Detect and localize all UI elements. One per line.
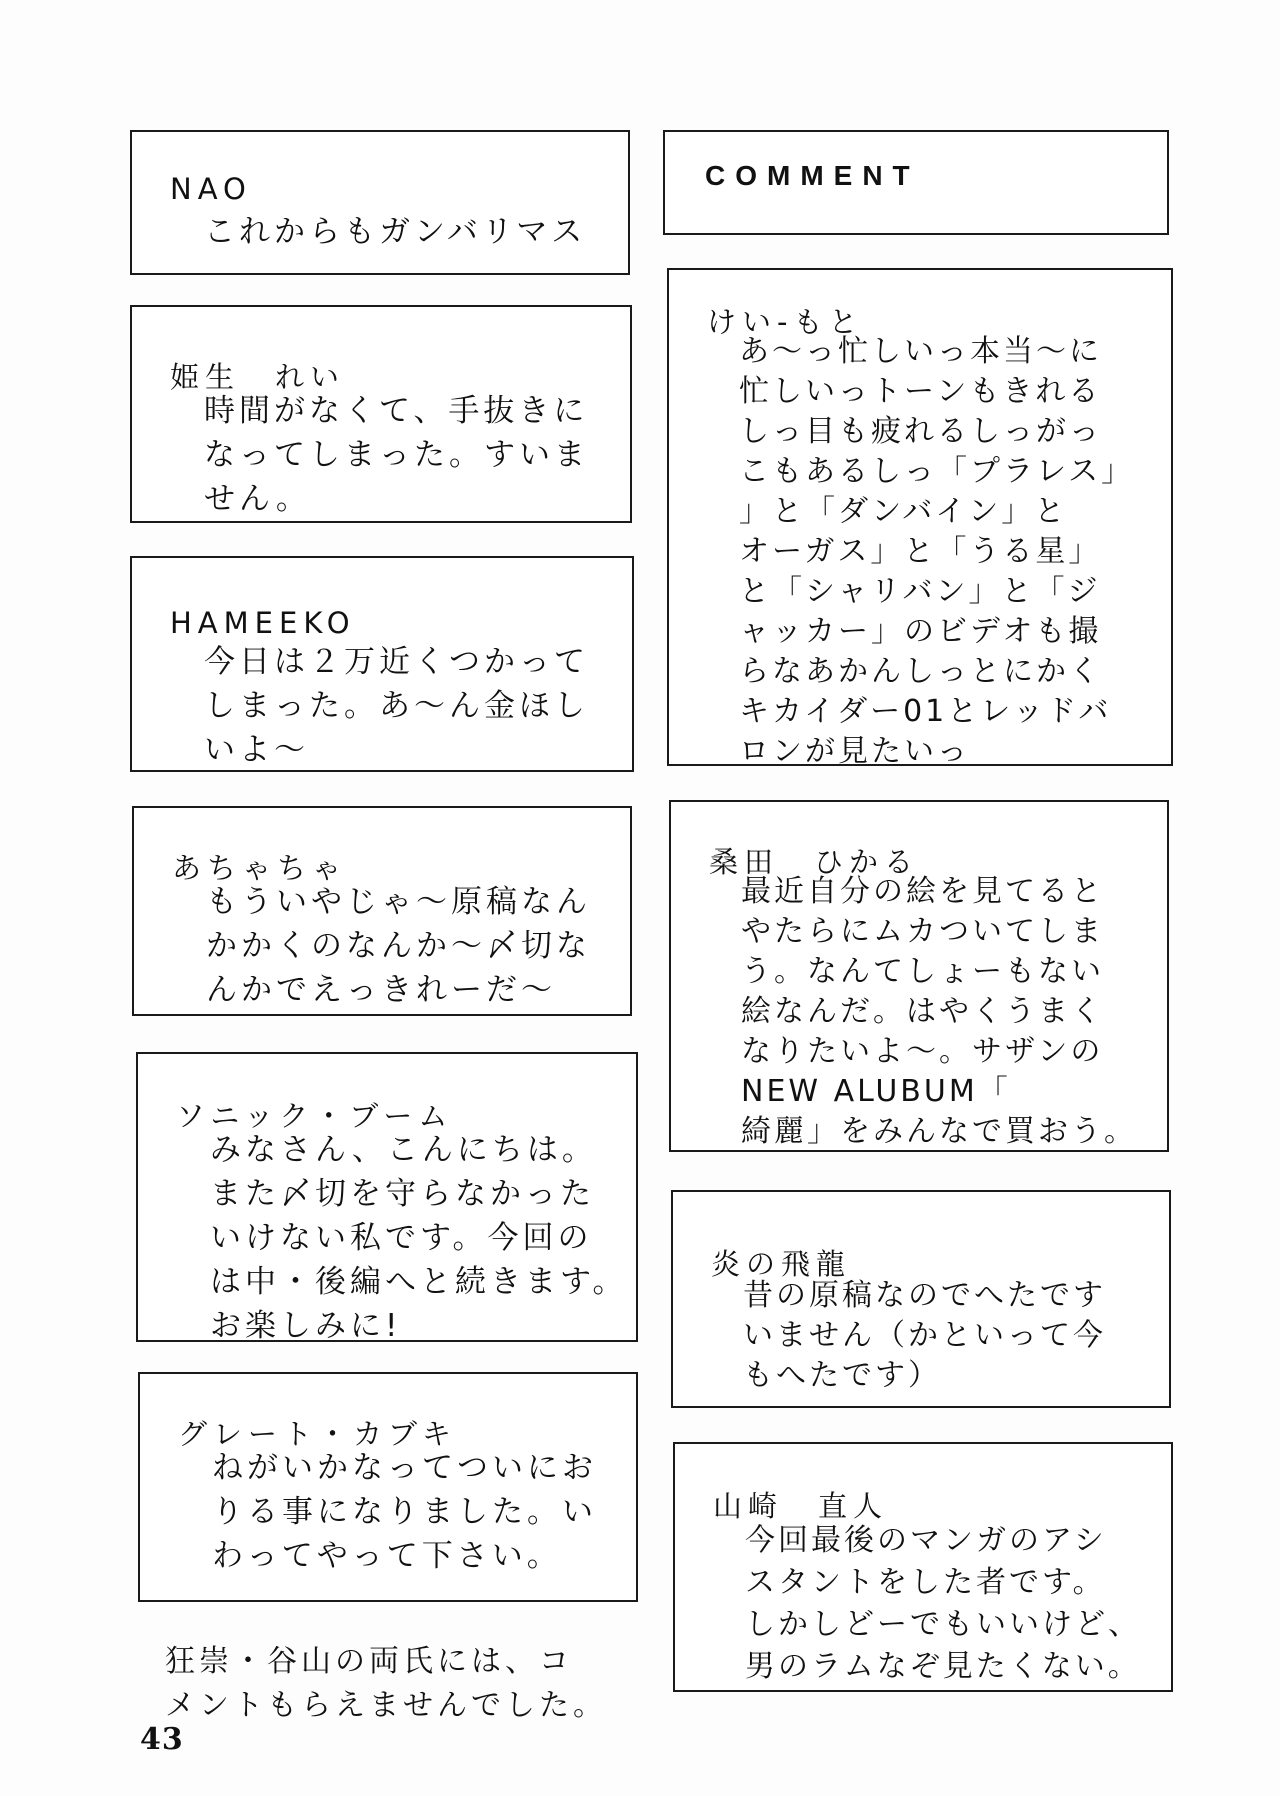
comment-box-great-kabuki	[138, 1372, 638, 1602]
comment-box-honoo-no-hiryu	[671, 1190, 1171, 1408]
commenter-name: ソニック・ブーム	[176, 1099, 454, 1133]
comment-box-nao	[130, 130, 630, 275]
comment-text: ねがいかなってついにお りる事になりました。い わってやって下さい。	[212, 1450, 597, 1574]
comment-text: もういやじゃ〜原稿なん かかくのなんか〜〆切な んかでえっきれーだ〜	[206, 884, 591, 1008]
commenter-name: グレート・カブキ	[178, 1417, 457, 1451]
comment-box-kisei-rei	[130, 305, 632, 523]
commenter-name: あちゃちゃ	[172, 851, 348, 885]
comment-heading: COMMENT	[705, 160, 920, 191]
comment-box-hameeko	[130, 556, 634, 772]
comment-box-achacha	[132, 806, 632, 1016]
comment-text: みなさん、こんにちは。 また〆切を守らなかった いけない私です。今回の は中・後編へと続きます。 お楽しみに!	[210, 1132, 628, 1344]
comment-box-kuwata-hikaru	[669, 800, 1169, 1152]
commenter-name: けい-もと	[707, 305, 864, 339]
comment-text: 今回最後のマンガのアシ スタントをした者です。 しかしどーでもいいけど、 男のラムなぞ見たくない。	[745, 1523, 1141, 1684]
comment-text: あ〜っ忙しいっ本当〜に 忙しいっトーンもきれる しっ目も疲れるしっがっ こもあるしっ「プラレス」 」と「ダンバイン」と オーガス」と「うる星」 と「シャリバン」と「ジ ャッカー」のビデオも撮 らなあかんしっとにかく キカイダー01とレッドバ ロンが見たいっ	[739, 334, 1135, 769]
comment-text: これからもガンバリマス	[204, 214, 587, 250]
commenter-name: NAO	[170, 172, 252, 206]
footer-note: 狂崇・谷山の両氏には、コ メントもらえませんでした。	[165, 1644, 607, 1723]
commenter-name: 山崎 直人	[713, 1489, 889, 1523]
commenter-name: HAMEEKO	[170, 606, 356, 640]
commenter-name: 姫生 れい	[170, 360, 346, 394]
page-number: 43	[140, 1722, 184, 1757]
comment-box-yamazaki-naoto	[673, 1442, 1173, 1692]
comment-header-box	[663, 130, 1169, 235]
comment-box-sonic-boom	[136, 1052, 638, 1342]
comment-text: 最近自分の絵を見てると やたらにムカついてしま う。なんてしょーもない 絵なんだ。はやくうまく なりたいよ〜。サザンの NEW ALUBUM「 綺麗」をみんなで買おう。	[741, 874, 1137, 1149]
comment-text: 昔の原稿なのでへたです いません（かといって今 もへたです）	[743, 1278, 1106, 1393]
commenter-name: 桑田 ひかる	[709, 845, 920, 879]
commenter-name: 炎の飛龍	[711, 1247, 852, 1281]
comment-box-kei-moto	[667, 268, 1173, 769]
comment-text: 今日は２万近くつかって しまった。あ〜ん金ほし いよ〜	[204, 644, 589, 768]
comment-text: 時間がなくて、手抜きに なってしまった。すいま せん。	[204, 393, 589, 517]
